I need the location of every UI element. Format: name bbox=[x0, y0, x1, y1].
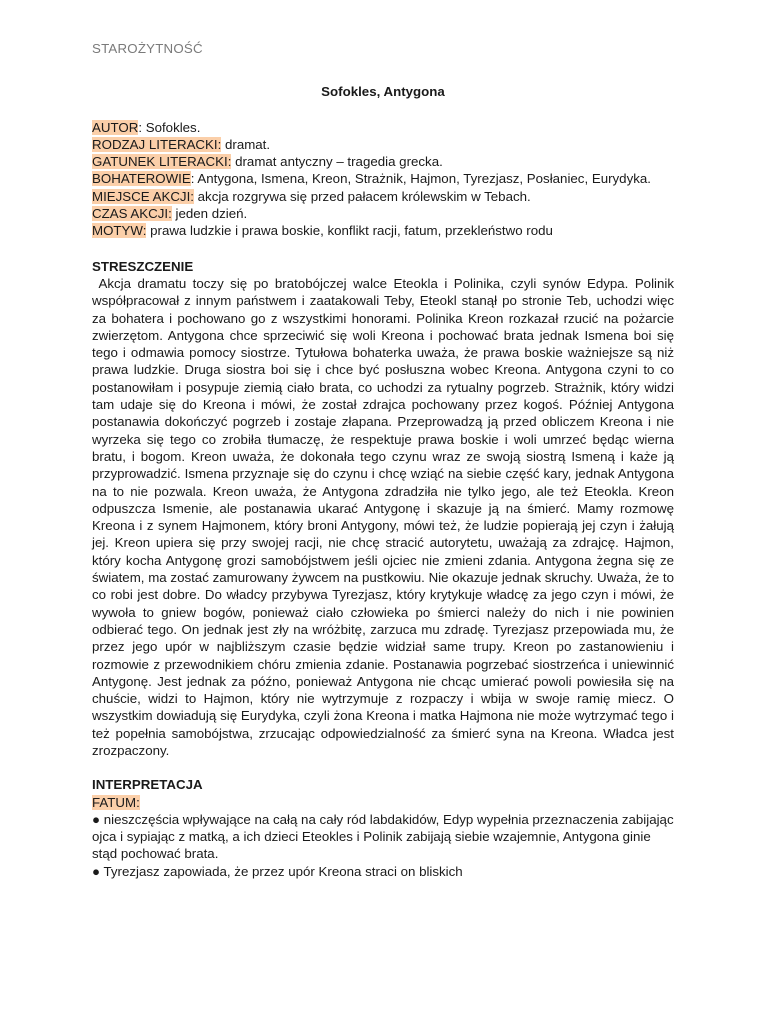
meta-value: akcja rozgrywa się przed pałacem królewskim w Tebach. bbox=[193, 188, 531, 204]
summary-heading: STRESZCZENIE bbox=[92, 258, 194, 274]
meta-value: dramat. bbox=[221, 136, 271, 152]
document-page bbox=[92, 40, 674, 880]
list-item: ● Tyrezjasz zapowiada, że przez upór Kreona straci on bliskich bbox=[92, 863, 463, 879]
meta-label: GATUNEK LITERACKI: bbox=[92, 154, 232, 170]
metadata-block bbox=[92, 119, 674, 240]
list-item: ● nieszczęścia wpływające na całą na cały ród labdakidów, Edyp wypełnia przeznaczenia zabijając ojca i sypiając z matką, a ich dzieci Eteokles i Polinik zabijają siebie wzajemnie, Antygona ginie stąd pochować brata. bbox=[92, 811, 674, 862]
meta-characters: BOHATEROWIE: Antygona, Ismena, Kreon, Strażnik, Hajmon, Tyrezjasz, Posłaniec, Eurydyka. bbox=[92, 171, 651, 187]
meta-author: AUTOR: Sofokles. bbox=[92, 119, 201, 135]
meta-value: Sofokles. bbox=[142, 119, 201, 135]
summary-text: Akcja dramatu toczy się po bratobójczej walce Eteokla i Polinika, czyli synów Edypa. Polinik współpracował z innym państwem i zaatakowali Teby, Eteokl stanął po stronie Teb, uchodzi więc za bohatera i pochowano go z wszystkimi honorami. Polinika Kreon rozkazał rzucić na pożarcie zwierzętom. Antygona chce sprzeciwić się woli Kreona i pochować brata jednak Ismena boi się tego i odmawia pomocy siostrze. Tytułowa bohaterka uważa, że prawa boskie ważniejsze są niż prawa ludzkie. Druga siostra boi się i chce być posłuszna wobec Kreona. Antygona czyni to co postanowiłam i posypuje ziemią ciało brata, co uchodzi za rytualny pogrzeb. Strażnik, który widzi tam udaje się do Kreona i mówi, że został zdrajca pochowany przez kogoś. Później Antygona postanawia dokończyć pogrzeb i zostaje złapana. Przeprowadzą ją przed obliczem Kreona i nie wyrzeka się tego co zrobiła tłumaczę, że respektuje prawa boskie i woli umrzeć będąc wierna bratu, i bogom. Kreon uważa, że dokonała tego czynu wraz ze swoją siostrą Ismeną i każe ją przyprowadzić. Ismena przyznaje się do czynu i chcę wziąć na siebie część kary, jednak Antygona na to nie pozwala. Kreon uważa, że Antygona zdradziła nie tylko jego, ale też Eteokla. Kreon odpuszcza Ismenie, ale postanawia ukarać Antygonę i skazuje ją na śmierć. Mamy rozmowę Kreona i z synem Hajmonem, który broni Antygony, mówi też, że ludzie popierają jej czyn i żałują jej. Kreon upiera się przy swojej racji, nie chcę stracić autorytetu, uważają za zdrajcę. Hajmon, który kocha Antygonę grozi samobójstwem jeśli ojciec nie zmieni zdania. Antygona żegna się ze światem, ma zostać zamurowany żywcem na pustkowiu. Nie okazuje jednak skruchy. Uważa, że to co robi jest dobre. Do władcy przybywa Tyrezjasz, który krytykuje władcę za jego czyn i mówi, że wywoła to gniew bogów, ponieważ ciało człowieka po śmierci należy do nich i nie powinien odbierać tego. On jednak jest zły na wróżbitę, zarzuca mu zdradę. Tyrezjasz przepowiada mu, że przez jego upór w najbliższym czasie będzie widział same trupy. Kreon po zastanowieniu i rozmowie z przewodnikiem chóru zmienia zdanie. Postanawia pogrzebać siostrzeńca i uniewinnić Antygonę. Jest jednak za późno, ponieważ Antygona nie chcąc umierać powoli powiesiła się na chuście, widzi to Hajmon, który nie wytrzymuje z rozpaczy i wbija w swoje ramię miecz. O wszystkim dowiadują się Eurydyka, czyli żona Kreona i matka Hajmona nie może wytrzymać tego i też popełnia samobójstwa, zrzucając odpowiedzialność za śmierć syna na Kreona. Władca jest zrozpaczony. bbox=[92, 275, 674, 758]
meta-value: dramat antyczny – tragedia grecka. bbox=[231, 154, 443, 170]
meta-label: MOTYW: bbox=[92, 223, 147, 239]
meta-motif bbox=[92, 222, 674, 239]
meta-value: prawa ludzkie i prawa boskie, konflikt racji, fatum, przekleństwo rodu bbox=[146, 223, 553, 239]
section-label: STAROŻYTNOŚĆ bbox=[92, 41, 203, 56]
fatum-subheading bbox=[92, 794, 674, 811]
meta-value: jeden dzień. bbox=[171, 206, 248, 222]
meta-label: CZAS AKCJI: bbox=[92, 206, 172, 222]
document-title: Sofokles, Antygona bbox=[321, 84, 445, 100]
meta-place bbox=[92, 188, 674, 205]
meta-label: AUTOR bbox=[92, 119, 139, 135]
meta-time bbox=[92, 205, 674, 222]
meta-label: RODZAJ LITERACKI: bbox=[92, 136, 222, 152]
meta-value: Antygona, Ismena, Kreon, Strażnik, Hajmon, Tyrezjasz, Posłaniec, Eurydyka. bbox=[194, 171, 651, 187]
meta-genre bbox=[92, 153, 674, 170]
meta-genre-kind bbox=[92, 136, 674, 153]
interpretation-heading: INTERPRETACJA bbox=[92, 777, 203, 793]
meta-label: BOHATEROWIE bbox=[92, 171, 191, 187]
fatum-label: FATUM: bbox=[92, 794, 140, 810]
meta-label: MIEJSCE AKCJI: bbox=[92, 188, 194, 204]
